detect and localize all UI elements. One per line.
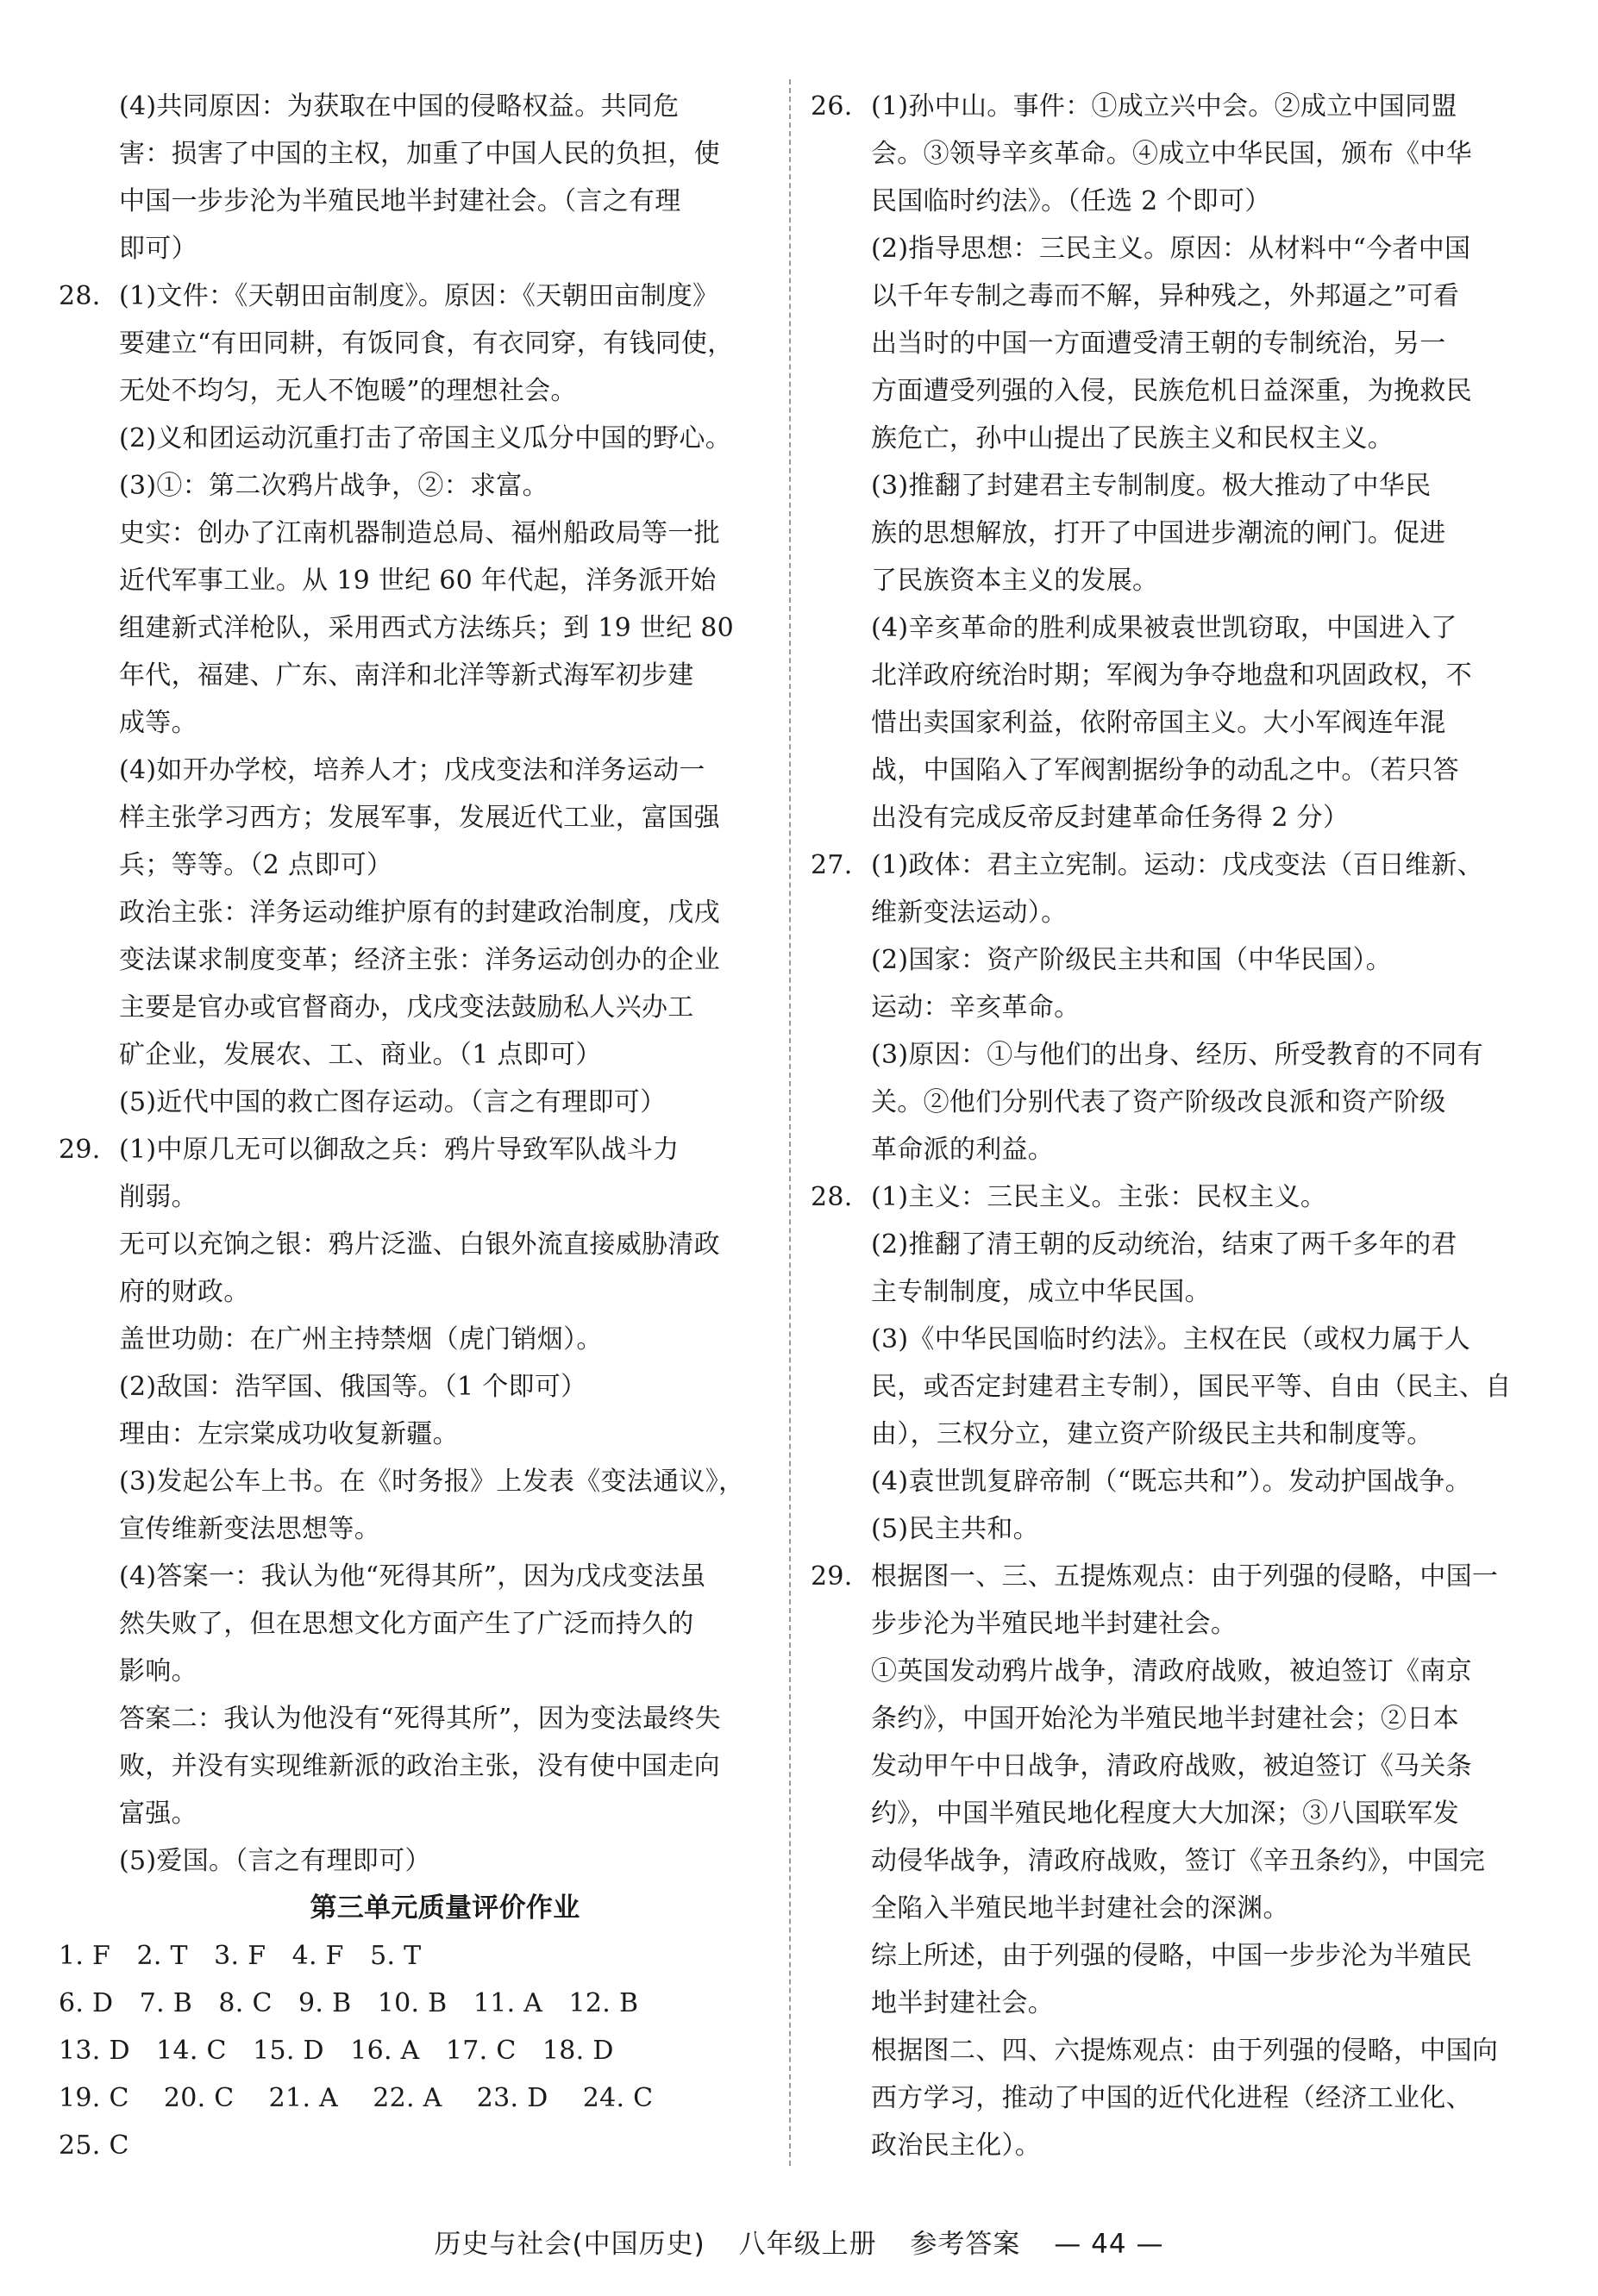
answer-text: 组建新式洋枪队，采用西式方法练兵；到 19 世纪 80	[119, 613, 735, 643]
answer-text: 盖世功勋：在广州主持禁烟（虎门销烟）。	[119, 1324, 603, 1354]
answer-line	[811, 1079, 1526, 1126]
answer-text: (2)敌国：浩罕国、俄国等。（1 个即可）	[119, 1372, 587, 1402]
answer-line	[811, 557, 1526, 604]
answer-line	[811, 1173, 1526, 1221]
answer-text: 富强。	[119, 1799, 197, 1829]
answer-line	[59, 1790, 771, 1837]
answer-line	[59, 1079, 771, 1126]
answer-text: (1)政体：君主立宪制。运动：戊戌变法（百日维新、	[871, 850, 1483, 880]
answer-text: (4)如开办学校，培养人才；戊戌变法和洋务运动一	[119, 755, 705, 785]
answer-text: 方面遭受列强的入侵，民族危机日益深重，为挽救民	[871, 376, 1472, 406]
section-title: 第三单元质量评价作业	[310, 1892, 580, 1924]
answer-text: (2)国家：资产阶级民主共和国（中华民国）。	[871, 945, 1393, 975]
answer-line	[811, 841, 1526, 889]
answer-line	[59, 699, 771, 747]
answer-text: 民国临时约法》。（任选 2 个即可）	[871, 186, 1271, 216]
page-number: — 44 —	[1054, 2229, 1164, 2260]
answer-text: (4)辛亥革命的胜利成果被袁世凯窃取，中国进入了	[871, 613, 1457, 643]
answer-line	[59, 510, 771, 557]
answer-line	[811, 1742, 1526, 1790]
answer-line	[811, 2074, 1526, 2122]
question-number: 26.	[811, 91, 853, 122]
answer-line	[811, 1126, 1526, 1173]
right-column	[811, 83, 1526, 2169]
answer-line	[59, 794, 771, 841]
answer-text: 兵；等等。（2 点即可）	[119, 850, 393, 880]
answer-text: 样主张学习西方；发展军事，发展近代工业，富国强	[119, 803, 720, 833]
answer-line	[811, 1837, 1526, 1885]
answer-text: ①英国发动鸦片战争，清政府战败，被迫签订《南京	[871, 1656, 1472, 1686]
answer-text: (4)袁世凯复辟帝制（“既忘共和”）。发动护国战争。	[871, 1467, 1471, 1497]
choice-answers-row: 13. D 14. C 15. D 16. A 17. C 18. D	[59, 2036, 614, 2066]
answer-line	[59, 367, 771, 415]
answer-text: 中国一步步沦为半殖民地半封建社会。（言之有理	[119, 186, 681, 216]
answer-text: 害：损害了中国的主权，加重了中国人民的负担，使	[119, 139, 720, 169]
answer-line	[59, 178, 771, 225]
answer-text: (3)《中华民国临时约法》。主权在民（或权力属于人	[871, 1324, 1470, 1354]
answer-text: (1)孙中山。事件：①成立兴中会。②成立中国同盟	[871, 91, 1457, 122]
answer-line	[811, 225, 1526, 272]
answer-text: 府的财政。	[119, 1277, 250, 1307]
page-footer	[0, 2222, 1598, 2261]
answer-line	[811, 936, 1526, 984]
answer-line	[59, 604, 771, 652]
answer-text: 理由：左宗棠成功收复新疆。	[119, 1419, 459, 1449]
answer-text: 无可以充饷之银：鸦片泛滥、白银外流直接威胁清政	[119, 1229, 720, 1260]
answer-text: 运动：辛亥革命。	[871, 992, 1081, 1023]
answer-line	[811, 1411, 1526, 1458]
answer-text: 地半封建社会。	[871, 1988, 1055, 2018]
answer-text: 出没有完成反帝反封建革命任务得 2 分）	[871, 803, 1350, 833]
answer-text: 惜出卖国家利益，依附帝国主义。大小军阀连年混	[871, 708, 1446, 738]
question-number: 28.	[59, 281, 101, 311]
answer-text: 主要是官办或官督商办，戊戌变法鼓励私人兴办工	[119, 992, 694, 1023]
answer-line	[59, 415, 771, 462]
answer-line	[59, 1221, 771, 1268]
answer-line	[59, 1458, 771, 1505]
answer-line	[59, 889, 771, 936]
answer-text: 会。③领导辛亥革命。④成立中华民国，颁布《中华	[871, 139, 1472, 169]
answer-text: (3)发起公车上书。在《时务报》上发表《变法通议》，	[119, 1467, 745, 1497]
answer-text: (5)爱国。（言之有理即可）	[119, 1846, 431, 1876]
answer-text: 败，并没有实现维新派的政治主张，没有使中国走向	[119, 1751, 720, 1781]
answer-text: 无处不均匀，无人不饱暖”的理想社会。	[119, 376, 577, 406]
answer-text: 条约》，中国开始沦为半殖民地半封建社会；②日本	[871, 1704, 1459, 1734]
answer-line	[811, 699, 1526, 747]
answer-line	[811, 1695, 1526, 1742]
answer-line	[59, 462, 771, 510]
question-number: 29.	[59, 1135, 101, 1165]
answer-text: 年代，福建、广东、南洋和北洋等新式海军初步建	[119, 660, 694, 691]
answer-line	[59, 83, 771, 130]
question-number: 27.	[811, 850, 853, 880]
left-column	[59, 83, 771, 2169]
answer-text: 北洋政府统治时期；军阀为争夺地盘和巩固政权，不	[871, 660, 1472, 691]
answer-text: 答案二：我认为他没有“死得其所”，因为变法最终失	[119, 1704, 721, 1734]
answer-line	[811, 604, 1526, 652]
answer-text: 根据图二、四、六提炼观点：由于列强的侵略，中国向	[871, 2036, 1499, 2066]
choice-answers-row: 25. C	[59, 2130, 129, 2161]
answer-line	[811, 1031, 1526, 1079]
answer-line	[59, 320, 771, 367]
answer-text: 族的思想解放，打开了中国进步潮流的闸门。促进	[871, 518, 1446, 548]
answer-line	[811, 130, 1526, 178]
answer-text: 民，或否定封建君主专制），国民平等、自由（民主、自	[871, 1372, 1512, 1402]
answer-line	[59, 1837, 771, 1885]
answer-line	[811, 1505, 1526, 1553]
answer-line	[59, 652, 771, 699]
answer-line	[59, 936, 771, 984]
answer-text: 要建立“有田同耕，有饭同食，有衣同穿，有钱同使，	[119, 328, 734, 359]
answer-line	[59, 272, 771, 320]
answer-line	[59, 1648, 771, 1695]
answer-text: 综上所述，由于列强的侵略，中国一步步沦为半殖民	[871, 1941, 1472, 1971]
answer-text: (2)义和团运动沉重打击了帝国主义瓜分中国的野心。	[119, 423, 731, 454]
answer-line	[811, 1885, 1526, 1932]
answer-text: 变法谋求制度变革；经济主张：洋务运动创办的企业	[119, 945, 720, 975]
answer-line	[811, 1316, 1526, 1363]
answer-text: 由），三权分立，建立资产阶级民主共和制度等。	[871, 1419, 1433, 1449]
answer-line	[811, 1600, 1526, 1648]
answer-text: (5)民主共和。	[871, 1514, 1039, 1544]
answer-line	[59, 984, 771, 1031]
answer-line	[59, 1411, 771, 1458]
answer-text: 矿企业，发展农、工、商业。（1 点即可）	[119, 1040, 602, 1070]
choice-answers-row: 6. D 7. B 8. C 9. B 10. B 11. A 12. B	[59, 1988, 639, 2018]
answer-text: 影响。	[119, 1656, 197, 1686]
answer-line	[811, 984, 1526, 1031]
answer-text: 以千年专制之毒而不解，异种残之，外邦逼之”可看	[871, 281, 1460, 311]
answer-line	[59, 1553, 771, 1600]
answer-line	[811, 1932, 1526, 1980]
answer-line	[59, 225, 771, 272]
answer-line	[59, 1363, 771, 1411]
answer-text: 成等。	[119, 708, 197, 738]
answer-line	[811, 2122, 1526, 2169]
answer-line	[59, 1268, 771, 1316]
answer-line	[811, 889, 1526, 936]
answer-line	[59, 1505, 771, 1553]
answer-line	[811, 794, 1526, 841]
answer-text: 战，中国陷入了军阀割据纷争的动乱之中。（若只答	[871, 755, 1459, 785]
answer-text: 动侵华战争，清政府战败，签订《辛丑条约》，中国完	[871, 1846, 1486, 1876]
answer-text: (3)①：第二次鸦片战争，②：求富。	[119, 471, 548, 501]
answer-text: (5)近代中国的救亡图存运动。（言之有理即可）	[119, 1087, 667, 1117]
answer-text: (4)共同原因：为获取在中国的侵略权益。共同危	[119, 91, 680, 122]
column-divider	[789, 79, 791, 2166]
answer-line	[811, 1648, 1526, 1695]
answer-text: (2)推翻了清王朝的反动统治，结束了两千多年的君	[871, 1229, 1457, 1260]
answer-line	[811, 1980, 1526, 2027]
answer-line	[811, 1363, 1526, 1411]
answer-text: 约》，中国半殖民地化程度大大加深；③八国联军发	[871, 1799, 1459, 1829]
answer-text: (4)答案一：我认为他“死得其所”，因为戊戌变法虽	[119, 1561, 706, 1592]
question-number: 29.	[811, 1561, 853, 1592]
answer-line	[811, 320, 1526, 367]
answer-text: (1)中原几无可以御敌之兵：鸦片导致军队战斗力	[119, 1135, 680, 1165]
answer-text: 了民族资本主义的发展。	[871, 566, 1159, 596]
answer-line	[811, 1790, 1526, 1837]
answer-text: 史实：创办了江南机器制造总局、福州船政局等一批	[119, 518, 720, 548]
answer-text: (3)原因：①与他们的出身、经历、所受教育的不同有	[871, 1040, 1483, 1070]
answer-text: 宣传维新变法思想等。	[119, 1514, 380, 1544]
answer-line	[59, 130, 771, 178]
answer-line	[811, 747, 1526, 794]
answer-line	[811, 510, 1526, 557]
footer-subject: 历史与社会(中国历史)	[434, 2229, 705, 2260]
answer-line	[811, 367, 1526, 415]
answer-text: 族危亡，孙中山提出了民族主义和民权主义。	[871, 423, 1394, 454]
footer-grade: 八年级上册	[738, 2229, 877, 2260]
answer-line	[811, 178, 1526, 225]
answer-line	[59, 1600, 771, 1648]
answer-line	[59, 1316, 771, 1363]
answer-line	[811, 83, 1526, 130]
answer-text: 政治主张：洋务运动维护原有的封建政治制度，戊戌	[119, 898, 720, 928]
question-number: 28.	[811, 1182, 853, 1212]
answer-line	[59, 1031, 771, 1079]
answer-line	[811, 1268, 1526, 1316]
answer-line	[59, 747, 771, 794]
answer-text: (3)推翻了封建君主专制制度。极大推动了中华民	[871, 471, 1432, 501]
answer-line	[811, 272, 1526, 320]
answer-text: 出当时的中国一方面遭受清王朝的专制统治，另一	[871, 328, 1446, 359]
answer-line	[811, 1553, 1526, 1600]
answer-line	[811, 462, 1526, 510]
answer-line	[59, 557, 771, 604]
answer-text: 革命派的利益。	[871, 1135, 1055, 1165]
choice-answers-row: 19. C 20. C 21. A 22. A 23. D 24. C	[59, 2083, 654, 2113]
answer-line	[811, 1458, 1526, 1505]
answer-line	[59, 841, 771, 889]
answer-text: 近代军事工业。从 19 世纪 60 年代起，洋务派开始	[119, 566, 717, 596]
answer-text: 关。②他们分别代表了资产阶级改良派和资产阶级	[871, 1087, 1446, 1117]
answer-text: 主专制制度，成立中华民国。	[871, 1277, 1211, 1307]
answer-text: 政治民主化）。	[871, 2130, 1042, 2161]
answer-line	[59, 1126, 771, 1173]
answer-text: (1)文件：《天朝田亩制度》。原因：《天朝田亩制度》	[119, 281, 719, 311]
answer-text: 发动甲午中日战争，清政府战败，被迫签订《马关条	[871, 1751, 1472, 1781]
answer-line	[59, 1173, 771, 1221]
answer-text: 步步沦为半殖民地半封建社会。	[871, 1609, 1238, 1639]
answer-text: (1)主义：三民主义。主张：民权主义。	[871, 1182, 1327, 1212]
answer-line	[59, 1695, 771, 1742]
answer-text: 然失败了，但在思想文化方面产生了广泛而持久的	[119, 1609, 694, 1639]
choice-answers-row: 1. F 2. T 3. F 4. F 5. T	[59, 1941, 422, 1971]
answer-line	[59, 1742, 771, 1790]
answer-text: 维新变法运动）。	[871, 898, 1068, 928]
answer-line	[811, 652, 1526, 699]
answer-text: 即可）	[119, 234, 197, 264]
answer-line	[811, 2027, 1526, 2074]
answer-line	[811, 1221, 1526, 1268]
answer-text: 全陷入半殖民地半封建社会的深渊。	[871, 1893, 1289, 1924]
answer-text: 削弱。	[119, 1182, 197, 1212]
answer-text: (2)指导思想：三民主义。原因：从材料中“今者中国	[871, 234, 1471, 264]
footer-label: 参考答案	[910, 2229, 1021, 2260]
answer-text: 西方学习，推动了中国的近代化进程（经济工业化、	[871, 2083, 1472, 2113]
answer-line	[811, 415, 1526, 462]
answer-text: 根据图一、三、五提炼观点：由于列强的侵略，中国一	[871, 1561, 1499, 1592]
